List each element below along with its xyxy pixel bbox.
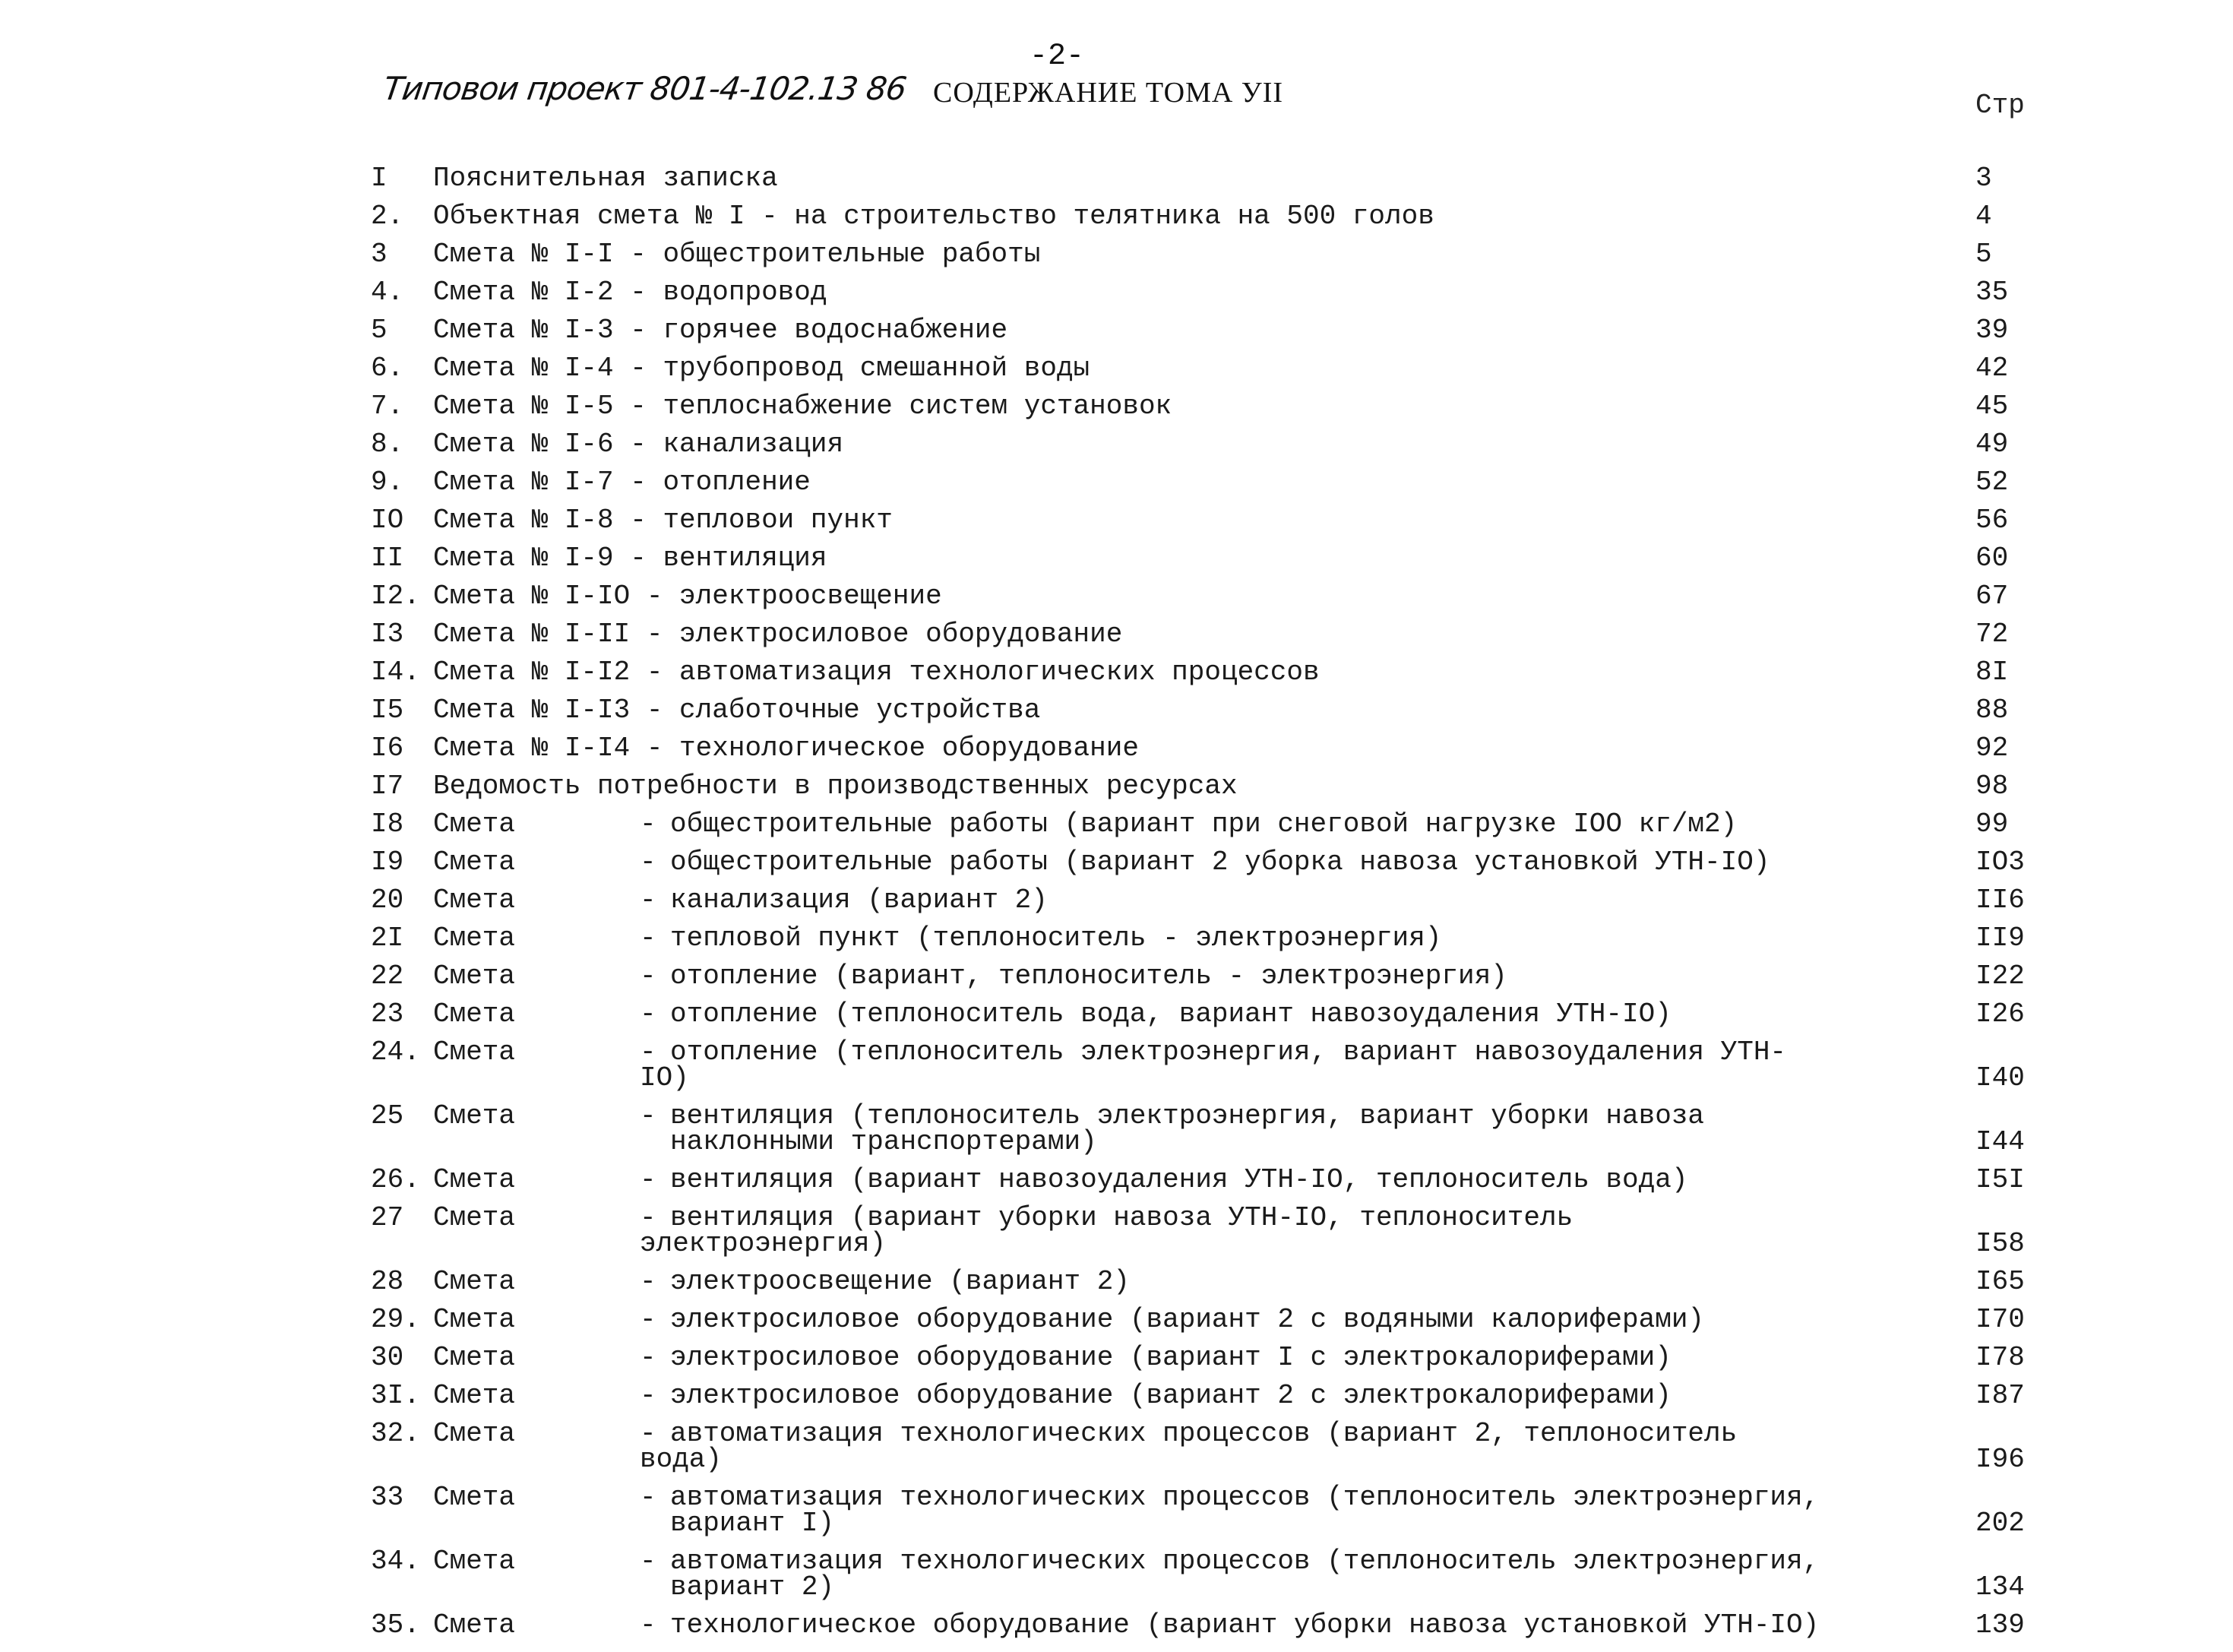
dash: - (640, 1164, 656, 1195)
entry-description (640, 1100, 1825, 1157)
entry-description (640, 1609, 1825, 1641)
entry-label: Смета (433, 1266, 516, 1297)
entry-number: 2I (371, 923, 404, 954)
entry-page: 72 (1975, 619, 2009, 650)
entry-page: II6 (1975, 885, 2025, 916)
entry-page: I40 (1975, 1062, 2025, 1093)
entry-title: Смета № I-4 - трубопровод смешанной воды (433, 353, 1090, 384)
entry-description-text: тепловой пункт (теплоноситель - электроэнергия) (670, 923, 1442, 954)
entry-label: Смета (433, 998, 516, 1030)
entry-number: 29. (371, 1304, 420, 1335)
dash: - (640, 1609, 656, 1641)
entry-number: 9. (371, 467, 404, 498)
entry-label: Смета (433, 885, 516, 916)
entry-number: 25 (371, 1100, 404, 1131)
toc-entry (371, 277, 2042, 308)
page-column-header: Стр (1975, 90, 2025, 121)
entry-description (640, 961, 1825, 992)
entry-title: Смета № I-5 - теплоснабжение систем установок (433, 391, 1172, 422)
toc-entry (371, 657, 2042, 688)
entry-title: Смета № I-I2 - автоматизация технологических процессов (433, 657, 1320, 688)
toc-entry (371, 239, 2042, 270)
entry-description-text: вентиляция (вариант навозоудаления УТН-IO, теплоноситель вода) (670, 1164, 1688, 1195)
entry-label: Смета (433, 1380, 516, 1411)
entry-page: I65 (1975, 1266, 2025, 1297)
entry-title: Смета № I-7 - отопление (433, 467, 811, 498)
toc-entry (371, 201, 2042, 232)
entry-title: Объектная смета № I - на строительство телятника на 500 голов (433, 201, 1434, 232)
entry-description-text: автоматизация технологических процессов (теплоноситель электроэнергия, (670, 1546, 1820, 1577)
entry-page: 202 (1975, 1508, 2025, 1539)
entry-description-text: отопление (теплоноситель электроэнергия, вариант навозоудаления УТН-IO) (640, 1036, 1787, 1093)
entry-description-text: отопление (теплоноситель вода, вариант навозоудаления УТН-IO) (670, 998, 1672, 1030)
entry-description (640, 809, 1825, 840)
smeta-entries (371, 809, 2042, 1641)
toc-entry (371, 847, 2042, 878)
entry-title: Ведомость потребности в производственных ресурсах (433, 771, 1238, 802)
entry-number: 35. (371, 1609, 420, 1641)
entry-page: 8I (1975, 657, 2009, 688)
entry-label: Смета (433, 1036, 516, 1068)
entry-description-text: автоматизация технологических процессов (теплоноситель электроэнергия, (670, 1482, 1820, 1513)
entry-description (640, 885, 1825, 916)
entry-page: I26 (1975, 998, 2025, 1030)
entry-number: 8. (371, 429, 404, 460)
entry-description (640, 998, 1825, 1030)
toc-entry (371, 163, 2042, 194)
entry-number: 24. (371, 1036, 420, 1068)
entry-number: 5 (371, 315, 387, 346)
entry-title: Смета № I-IO - электроосвещение (433, 581, 942, 612)
toc-entry (371, 923, 2042, 954)
entry-number: 20 (371, 885, 404, 916)
entry-page: II9 (1975, 923, 2025, 954)
entry-label: Смета (433, 1164, 516, 1195)
dash: - (640, 998, 656, 1030)
toc-entry (371, 1304, 2042, 1335)
entry-number: 23 (371, 998, 404, 1030)
entry-page: 67 (1975, 581, 2009, 612)
entry-number: I (371, 163, 387, 194)
entry-title: Смета № I-3 - горячее водоснабжение (433, 315, 1008, 346)
toc-entry (371, 695, 2042, 726)
entry-label: Смета (433, 809, 516, 840)
dash: - (640, 885, 656, 916)
entry-number: 34. (371, 1546, 420, 1577)
entry-description-text: электроосвещение (вариант 2) (670, 1266, 1130, 1297)
entry-page: 92 (1975, 733, 2009, 764)
toc-entry (371, 429, 2042, 460)
entry-description-text: канализация (вариант 2) (670, 885, 1048, 916)
toc-entry (371, 391, 2042, 422)
entry-number: I9 (371, 847, 404, 878)
entry-description-text: электросиловое оборудование (вариант I с электрокалориферами) (670, 1342, 1672, 1373)
entry-page: I78 (1975, 1342, 2025, 1373)
entry-label: Смета (433, 923, 516, 954)
toc-entry (371, 619, 2042, 650)
document-title: СОДЕРЖАНИЕ ТОМА УII (933, 77, 1284, 109)
entry-page: I70 (1975, 1304, 2025, 1335)
entry-number: 32. (371, 1418, 420, 1449)
toc-entry (371, 315, 2042, 346)
dash: - (640, 1100, 656, 1131)
dash: - (640, 1418, 656, 1449)
entry-page: 4 (1975, 201, 1992, 232)
entry-description-text: автоматизация технологических процессов (вариант 2, теплоноситель вода) (640, 1418, 1754, 1475)
entry-description (640, 1342, 1825, 1373)
toc-entry (371, 885, 2042, 916)
entry-number: I2. (371, 581, 420, 612)
entry-title: Смета № I-I3 - слаботочные устройства (433, 695, 1041, 726)
entry-description (640, 1202, 1825, 1259)
entry-description-text: вентиляция (вариант уборки навоза УТН-IO, теплоноситель электроэнергия) (640, 1202, 1589, 1259)
entry-page: I44 (1975, 1126, 2025, 1157)
entry-description (640, 1380, 1825, 1411)
entry-description (640, 1482, 1825, 1539)
entry-label: Смета (433, 1418, 516, 1449)
entry-description-text: электросиловое оборудование (вариант 2 с электрокалориферами) (670, 1380, 1672, 1411)
entry-number: 7. (371, 391, 404, 422)
entry-label: Смета (433, 1342, 516, 1373)
entry-label: Смета (433, 1202, 516, 1233)
entry-title: Пояснительная записка (433, 163, 778, 194)
entry-description-continued: вариант I) (670, 1508, 835, 1539)
toc-entry (371, 505, 2042, 536)
toc-entry (371, 1380, 2042, 1411)
entry-page: 139 (1975, 1609, 2025, 1641)
toc-entry (371, 1546, 2042, 1603)
toc-entry (371, 1266, 2042, 1297)
dash: - (640, 1266, 656, 1297)
entry-number: 26. (371, 1164, 420, 1195)
entry-page: 3 (1975, 163, 1992, 194)
entry-page: I5I (1975, 1164, 2025, 1195)
entry-description-text: общестроительные работы (вариант 2 уборка навоза установкой УТН-IO) (670, 847, 1770, 878)
entry-label: Смета (433, 847, 516, 878)
entry-description (640, 1418, 1825, 1475)
dash: - (640, 1546, 656, 1577)
toc-entry (371, 809, 2042, 840)
entry-page: 88 (1975, 695, 2009, 726)
entry-description-continued: наклонными транспортерами) (670, 1126, 1097, 1157)
dash: - (640, 923, 656, 954)
entry-number: I5 (371, 695, 404, 726)
entry-title: Смета № I-I4 - технологическое оборудование (433, 733, 1139, 764)
toc-entry (371, 353, 2042, 384)
toc-entry (371, 1609, 2042, 1641)
entry-number: 3I. (371, 1380, 420, 1411)
entry-number: I3 (371, 619, 404, 650)
toc-entry (371, 1164, 2042, 1195)
toc-entry (371, 1202, 2042, 1259)
entry-description (640, 1304, 1825, 1335)
entry-number: I7 (371, 771, 404, 802)
entry-number: I4. (371, 657, 420, 688)
dash: - (640, 1342, 656, 1373)
entry-description (640, 1266, 1825, 1297)
entry-number: 2. (371, 201, 404, 232)
entry-description-text: отопление (вариант, теплоноситель - электроэнергия) (670, 961, 1507, 992)
entry-number: 30 (371, 1342, 404, 1373)
entry-title: Смета № I-9 - вентиляция (433, 543, 827, 574)
entry-page: 42 (1975, 353, 2009, 384)
entry-label: Смета (433, 1482, 516, 1513)
simple-entries (371, 163, 2042, 802)
toc-entry (371, 1100, 2042, 1157)
entry-page: 35 (1975, 277, 2009, 308)
entry-page: 56 (1975, 505, 2009, 536)
entry-description (640, 1546, 1825, 1603)
entry-number: II (371, 543, 404, 574)
toc-entry (371, 1036, 2042, 1093)
project-code: Типовои проект 801-4-102.13 86 (381, 70, 909, 107)
entry-label: Смета (433, 1304, 516, 1335)
entry-description-text: технологическое оборудование (вариант уборки навоза установкой УТН-IO) (670, 1609, 1820, 1641)
dash: - (640, 809, 656, 840)
entry-title: Смета № I-II - электросиловое оборудование (433, 619, 1123, 650)
toc-entry (371, 998, 2042, 1030)
dash: - (640, 1380, 656, 1411)
entry-page: IO3 (1975, 847, 2025, 878)
entry-number: 3 (371, 239, 387, 270)
dash: - (640, 1304, 656, 1335)
entry-page: I22 (1975, 961, 2025, 992)
entry-title: Смета № I-8 - тепловои пункт (433, 505, 893, 536)
entry-number: 27 (371, 1202, 404, 1233)
entry-title: Смета № I-I - общестроительные работы (433, 239, 1041, 270)
dash: - (640, 847, 656, 878)
entry-label: Смета (433, 1546, 516, 1577)
entry-label: Смета (433, 961, 516, 992)
entry-label: Смета (433, 1609, 516, 1641)
entry-description (640, 1164, 1825, 1195)
toc-entry (371, 961, 2042, 992)
entry-page: I58 (1975, 1228, 2025, 1259)
dash: - (640, 961, 656, 992)
entry-page: I96 (1975, 1444, 2025, 1475)
entry-number: I8 (371, 809, 404, 840)
entry-title: Смета № I-6 - канализация (433, 429, 844, 460)
entry-number: 33 (371, 1482, 404, 1513)
toc-entry (371, 581, 2042, 612)
page-number: -2- (1030, 40, 1085, 74)
entry-number: 28 (371, 1266, 404, 1297)
entry-number: 22 (371, 961, 404, 992)
entry-page: 60 (1975, 543, 2009, 574)
entry-label: Смета (433, 1100, 516, 1131)
entry-page: I87 (1975, 1380, 2025, 1411)
dash: - (640, 1482, 656, 1513)
table-of-contents (371, 163, 2042, 1650)
dash: - (640, 1202, 656, 1233)
entry-page: 39 (1975, 315, 2009, 346)
entry-number: I6 (371, 733, 404, 764)
entry-page: 5 (1975, 239, 1992, 270)
toc-entry (371, 1342, 2042, 1373)
entry-number: IO (371, 505, 404, 536)
toc-entry (371, 1418, 2042, 1475)
toc-entry (371, 467, 2042, 498)
entry-title: Смета № I-2 - водопровод (433, 277, 827, 308)
entry-description-text: электросиловое оборудование (вариант 2 с водяными калориферами) (670, 1304, 1705, 1335)
toc-entry (371, 733, 2042, 764)
entry-description (640, 923, 1825, 954)
dash: - (640, 1036, 656, 1068)
entry-page: 49 (1975, 429, 2009, 460)
entry-page: 45 (1975, 391, 2009, 422)
toc-entry (371, 1482, 2042, 1539)
toc-entry (371, 771, 2042, 802)
entry-description-continued: вариант 2) (670, 1571, 835, 1603)
entry-description-text: вентиляция (теплоноситель электроэнергия, вариант уборки навоза (670, 1100, 1705, 1131)
entry-page: 52 (1975, 467, 2009, 498)
entry-description (640, 1036, 1825, 1093)
entry-number: 4. (371, 277, 404, 308)
entry-description (640, 847, 1825, 878)
entry-description-text: общестроительные работы (вариант при снеговой нагрузке IOO кг/м2) (670, 809, 1738, 840)
entry-page: 99 (1975, 809, 2009, 840)
entry-number: 6. (371, 353, 404, 384)
entry-page: 134 (1975, 1571, 2025, 1603)
entry-page: 98 (1975, 771, 2009, 802)
toc-entry (371, 543, 2042, 574)
